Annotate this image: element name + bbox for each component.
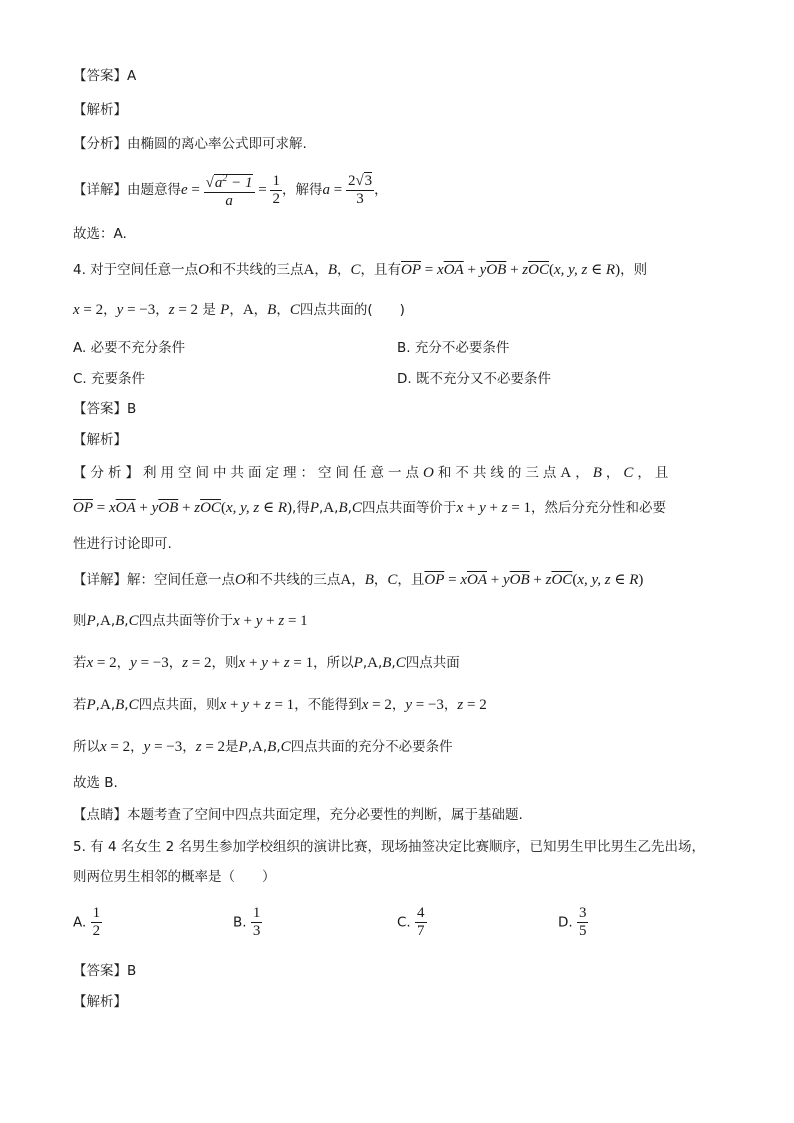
q3-analysis-heading: 【解析】 [73, 102, 127, 118]
q4-analysis-heading: 【解析】 [73, 432, 127, 448]
q4-fenxi-line2: $\overline{OP} = x\overline{OA} + y\overline{OB} + z\overline{OC}(x$, y, z ∈ R),得P,A,B,C四点共面等价于x + y + z = 1，然后分充分性和必要 [73, 500, 667, 516]
q4-answer: 【答案】B [73, 401, 137, 417]
q4-line-if: 若x = 2，y = −3，z = 2，则x + y + z = 1，所以P,A,B,C四点共面 [73, 655, 460, 671]
q4-line-so: 所以x = 2，y = −3，z = 2是P,A,B,C四点共面的充分不必要条件 [73, 739, 453, 755]
q4-conclusion: 故选 B. [73, 775, 118, 791]
q5-analysis-heading: 【解析】 [73, 994, 127, 1010]
q5-stem-line1: 5. 有 4 名女生 2 名男生参加学校组织的演讲比赛，现场抽签决定比赛顺序，已知男生甲比男生乙先出场， [73, 839, 706, 855]
q4-option-b: B. 充分不必要条件 [397, 340, 510, 356]
q4-option-a: A. 必要不充分条件 [73, 340, 186, 356]
q3-answer: 【答案】A [73, 68, 137, 84]
q4-option-c: C. 充要条件 [73, 371, 146, 387]
q4-line-then: 则P,A,B,C四点共面等价于x + y + z = 1 [73, 613, 308, 629]
q3-conclusion: 故选：A. [73, 226, 127, 242]
q5-option-a: A. $\frac{1}{2}$ [73, 905, 101, 939]
q5-answer: 【答案】B [73, 963, 137, 979]
q4-xiangjie: 【详解】解：空间任意一点O和不共线的三点A，B，C，且$\overline{OP} = x\overline{OA} + y\overline{OB} + z\overline{OC}(x$, y, z ∈ R) [73, 572, 644, 588]
q4-dianjing: 【点睛】本题考查了空间中四点共面定理，充分必要性的判断，属于基础题. [73, 807, 523, 823]
q3-xiangjie: 【详解】由题意得e = $\frac{√a^2 - 1}{a}$ = $\frac{1}{2}$ ，解得a = $\frac{2√3}{3}$ ， [73, 170, 388, 210]
q4-stem-line2: x = 2，y = −3，z = 2 是 P，A，B，C四点共面的( ) [73, 302, 405, 318]
q4-fenxi-line1: 【分析】利用空间中共面定理：空间任意一点O和不共线的三点A，B，C，且 [73, 465, 673, 481]
q5-stem-line2: 则两位男生相邻的概率是（ ） [73, 869, 276, 885]
q4-stem-line1: 4. 对于空间任意一点O和不共线的三点A，B，C，且有$\overline{OP} = x\overline{OA} + y\overline{OB} + z\overline{OC}(x$, y, z ∈ R)，则 [73, 262, 648, 278]
q4-option-d: D. 既不充分又不必要条件 [397, 371, 551, 387]
q4-line-if2: 若P,A,B,C四点共面，则x + y + z = 1，不能得到x = 2，y = −3，z = 2 [73, 697, 487, 713]
q4-fenxi-line3: 性进行讨论即可. [73, 536, 172, 552]
q5-option-c: C. $\frac{4}{7}$ [397, 905, 425, 939]
q5-option-d: D. $\frac{3}{5}$ [558, 905, 587, 939]
q3-fenxi: 【分析】由椭圆的离心率公式即可求解. [73, 136, 307, 152]
q5-option-b: B. $\frac{1}{3}$ [233, 905, 261, 939]
